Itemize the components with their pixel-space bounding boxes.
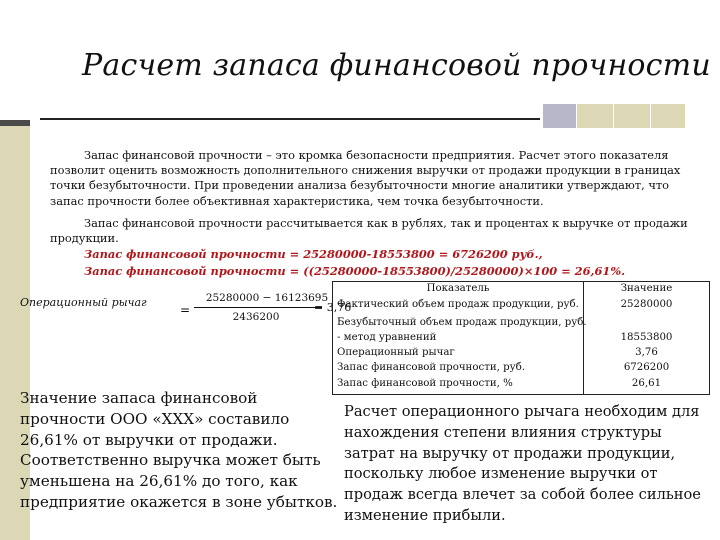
table-cell: Операционный рычаг [337,347,455,358]
decor-square [543,104,576,128]
decor-square [614,104,650,128]
title-divider [40,118,540,120]
table-cell: 26,61 [631,378,662,389]
formula-denominator: 2436200 [232,311,280,323]
table-cell: 3,76 [635,347,658,358]
decor-square [651,104,685,128]
calc-rubles: Запас финансовой прочности = 25280000-18553800 = 6726200 руб., [84,247,543,261]
table-cell: - метод уравнений [337,332,437,343]
decor-square [577,104,613,128]
fraction-bar [194,307,322,308]
table-cell: Безубыточный объем продаж продукции, руб. [337,317,587,328]
safety-margin-conclusion: Значение запаса финансовой прочности ООО «XXX» составило 26,61% от выручки от продажи. Соответственно выручка может быть уменьшена на 26,61% до того, как предприятие окажется в зоне убытков. [20,389,338,511]
table-cell: Фактический объем продаж продукции, руб. [337,299,579,310]
table-cell: Запас финансовой прочности, руб. [337,362,525,373]
table-cell: Запас финансовой прочности, % [337,378,513,389]
operating-leverage-conclusion: Расчет операционного рычага необходим для нахождения степени влияния структуры затрат на выручку от продажи продукции, поскольку любое изменение выручки от продаж всегда влечет за собой более сильное изменение прибыли. [344,403,701,524]
calc-percent: Запас финансовой прочности = ((25280000-18553800)/25280000)×100 = 26,61%. [84,264,626,278]
decor-sidebar-top [0,120,30,126]
table-cell: 25280000 [620,299,673,310]
indicators-table [332,281,710,395]
page-title: Расчет запаса финансовой прочности [82,48,711,83]
formula-numerator: 25280000 − 16123695 [205,292,329,304]
table-header: Показатель [426,283,490,294]
table-cell: 18553800 [620,332,673,343]
formula-label: Операционный рычаг [20,296,147,309]
table-header: Значение [620,283,673,294]
intro-paragraph: Запас финансовой прочности – это кромка безопасности предприятия. Расчет этого показателя позволит оценить возможность дополнительного снижения выручки от продажи продукции в границах точки безубыточности. При проведении анализа безубыточности многие аналитики утверждают, что запас прочности более объективная характеристика, чем точка безубыточности. [50,148,681,208]
formula-result: = 3,76 [314,301,352,314]
calc-paragraph: Запас финансовой прочности рассчитывается как в рублях, так и процентах к выручке от продажи продукции. [50,216,688,246]
table-cell: 6726200 [623,362,670,373]
formula-equals: = [180,303,191,317]
